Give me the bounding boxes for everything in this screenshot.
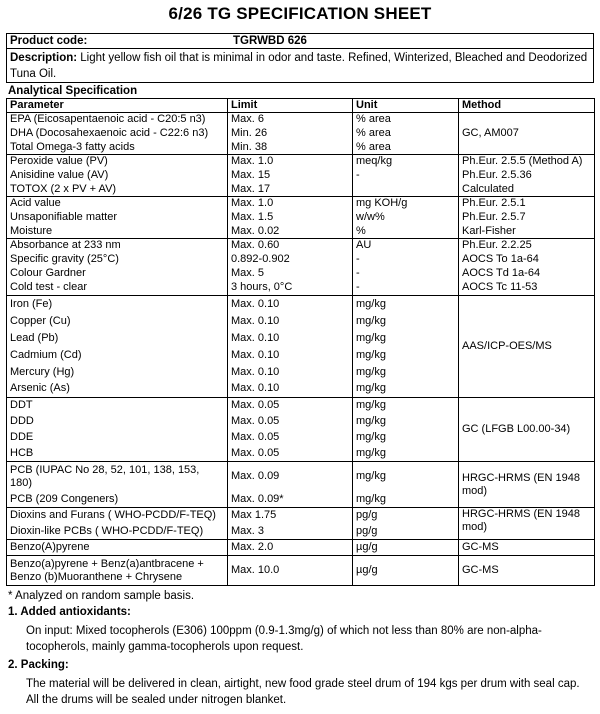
product-code-value: TGRWBD 626 (233, 35, 307, 47)
row-parameter: Dioxin-like PCBs ( WHO-PCDD/F-TEQ) (7, 524, 228, 540)
table-row (7, 239, 595, 253)
table-row (7, 155, 595, 169)
row-method: Ph.Eur. 2.5.5 (Method A) (459, 155, 595, 169)
row-limit: 3 hours, 0°C (228, 281, 353, 296)
row-limit: Min. 26 (228, 127, 353, 141)
row-unit: mg/kg (353, 381, 459, 398)
row-method: GC-MS (459, 540, 595, 556)
row-limit: Max. 0.05 (228, 414, 353, 430)
packing-heading: 2. Packing: (8, 659, 69, 671)
row-unit (353, 183, 459, 197)
row-parameter: DDD (7, 414, 228, 430)
row-limit: Max. 2.0 (228, 540, 353, 556)
row-limit: Max. 5 (228, 267, 353, 281)
antioxidants-heading: 1. Added antioxidants: (8, 606, 131, 618)
table-row (7, 197, 595, 211)
row-parameter: Absorbance at 233 nm (7, 239, 228, 253)
row-parameter: Iron (Fe) (7, 296, 228, 313)
row-limit: Max. 17 (228, 183, 353, 197)
row-unit: % (353, 225, 459, 239)
product-code-box (6, 33, 594, 49)
row-limit: Max. 15 (228, 169, 353, 183)
row-unit: meq/kg (353, 155, 459, 169)
row-method: Ph.Eur. 2.5.36 (459, 169, 595, 183)
row-unit: mg/kg (353, 296, 459, 313)
row-limit: Max. 10.0 (228, 556, 353, 586)
row-method: GC-MS (459, 556, 595, 586)
row-limit: Max. 3 (228, 524, 353, 540)
row-unit: mg/kg (353, 492, 459, 508)
row-limit: Max. 0.09 (228, 462, 353, 492)
row-unit: - (353, 169, 459, 183)
row-parameter: Peroxide value (PV) (7, 155, 228, 169)
row-limit: Max. 1.0 (228, 197, 353, 211)
header-unit: Unit (353, 99, 459, 113)
spec-table (6, 98, 595, 586)
row-parameter: Anisidine value (AV) (7, 169, 228, 183)
table-row (7, 296, 595, 313)
table-row (7, 281, 595, 296)
row-limit: Max. 0.02 (228, 225, 353, 239)
row-limit: Max. 0.10 (228, 347, 353, 364)
row-unit: pg/g (353, 508, 459, 524)
row-limit: Max 1.75 (228, 508, 353, 524)
row-parameter: DDE (7, 430, 228, 446)
method-gc-am007: GC, AM007 (459, 113, 595, 155)
row-unit: mg/kg (353, 398, 459, 414)
row-parameter: Benzo(a)pyrene + Benz(a)antbracene + Benzo (b)Muoranthene + Chrysene (7, 556, 228, 586)
table-header-row (7, 99, 595, 113)
row-limit: Max. 0.05 (228, 398, 353, 414)
row-unit: µg/g (353, 540, 459, 556)
row-unit: mg/kg (353, 446, 459, 462)
row-parameter: PCB (209 Congeners) (7, 492, 228, 508)
row-unit: AU (353, 239, 459, 253)
table-row (7, 113, 595, 127)
method-dioxins: HRGC-HRMS (EN 1948 mod) (459, 508, 595, 540)
row-parameter: Colour Gardner (7, 267, 228, 281)
row-method: Ph.Eur. 2.2.25 (459, 239, 595, 253)
row-unit: mg/kg (353, 430, 459, 446)
row-limit: Max. 0.10 (228, 296, 353, 313)
row-unit: µg/g (353, 556, 459, 586)
row-limit: Max. 1.5 (228, 211, 353, 225)
row-limit: Max. 1.0 (228, 155, 353, 169)
row-unit: - (353, 253, 459, 267)
antioxidants-text: On input: Mixed tocopherols (E306) 100ppm (0.9-1.3mg/g) of which not less than 80% are non-alpha-tocopherols, mainly gamma-tocopherols upon request. (26, 625, 542, 653)
table-row (7, 253, 595, 267)
table-row (7, 540, 595, 556)
table-row (7, 462, 595, 492)
method-metals: AAS/ICP-OES/MS (459, 296, 595, 398)
row-unit: mg/kg (353, 462, 459, 492)
row-parameter: Lead (Pb) (7, 330, 228, 347)
footnote: * Analyzed on random sample basis. (8, 590, 195, 602)
method-pcb: HRGC-HRMS (EN 1948 mod) (459, 462, 595, 508)
row-limit: Max. 0.60 (228, 239, 353, 253)
row-unit: mg/kg (353, 330, 459, 347)
page-title: 6/26 TG SPECIFICATION SHEET (168, 4, 432, 23)
description-box (6, 48, 594, 83)
row-method: Calculated (459, 183, 595, 197)
row-method: AOCS Td 1a-64 (459, 267, 595, 281)
row-parameter: Moisture (7, 225, 228, 239)
row-parameter: HCB (7, 446, 228, 462)
packing-text: The material will be delivered in clean, airtight, new food grade steel drum of 194 kgs per drum with seal cap. All the drums will be sealed under nitrogen blanket. (26, 678, 580, 706)
table-row (7, 211, 595, 225)
row-parameter: Benzo(A)pyrene (7, 540, 228, 556)
row-parameter: PCB (IUPAC No 28, 52, 101, 138, 153, 180) (7, 462, 228, 492)
row-unit: % area (353, 141, 459, 155)
table-row (7, 225, 595, 239)
header-method: Method (459, 99, 595, 113)
row-unit: % area (353, 127, 459, 141)
row-unit: - (353, 281, 459, 296)
header-parameter: Parameter (7, 99, 228, 113)
row-parameter: Cold test - clear (7, 281, 228, 296)
row-limit: Max. 0.10 (228, 381, 353, 398)
row-limit: Max. 0.09* (228, 492, 353, 508)
row-unit: % area (353, 113, 459, 127)
row-parameter: Mercury (Hg) (7, 364, 228, 381)
row-parameter: TOTOX (2 x PV + AV) (7, 183, 228, 197)
row-parameter: EPA (Eicosapentaenoic acid - C20:5 n3) (7, 113, 228, 127)
row-parameter: Unsaponifiable matter (7, 211, 228, 225)
row-limit: 0.892-0.902 (228, 253, 353, 267)
table-row (7, 183, 595, 197)
row-unit: mg/kg (353, 364, 459, 381)
analytical-spec-title: Analytical Specification (8, 85, 138, 97)
row-method: AOCS To 1a-64 (459, 253, 595, 267)
row-limit: Max. 0.05 (228, 446, 353, 462)
row-unit: mg/kg (353, 414, 459, 430)
row-unit: w/w% (353, 211, 459, 225)
row-unit: - (353, 267, 459, 281)
row-parameter: DHA (Docosahexaenoic acid - C22:6 n3) (7, 127, 228, 141)
row-method: Ph.Eur. 2.5.7 (459, 211, 595, 225)
table-row (7, 398, 595, 414)
table-row (7, 267, 595, 281)
row-parameter: Cadmium (Cd) (7, 347, 228, 364)
row-parameter: Arsenic (As) (7, 381, 228, 398)
method-pesticides: GC (LFGB L00.00-34) (459, 398, 595, 462)
row-parameter: Copper (Cu) (7, 313, 228, 330)
row-limit: Min. 38 (228, 141, 353, 155)
row-method: Ph.Eur. 2.5.1 (459, 197, 595, 211)
row-parameter: Specific gravity (25°C) (7, 253, 228, 267)
row-parameter: Acid value (7, 197, 228, 211)
row-unit: mg/kg (353, 313, 459, 330)
table-row (7, 508, 595, 524)
description-text: Light yellow fish oil that is minimal in odor and taste. Refined, Winterized, Bleached and Deodorized Tuna Oil. (10, 52, 588, 80)
row-method: Karl-Fisher (459, 225, 595, 239)
row-parameter: Total Omega-3 fatty acids (7, 141, 228, 155)
row-parameter: Dioxins and Furans ( WHO-PCDD/F-TEQ) (7, 508, 228, 524)
row-method: AOCS Tc 11-53 (459, 281, 595, 296)
row-unit: pg/g (353, 524, 459, 540)
row-limit: Max. 0.05 (228, 430, 353, 446)
row-unit: mg/kg (353, 347, 459, 364)
row-limit: Max. 6 (228, 113, 353, 127)
row-limit: Max. 0.10 (228, 313, 353, 330)
row-unit: mg KOH/g (353, 197, 459, 211)
product-code-label: Product code: (10, 35, 88, 47)
description-label: Description: (10, 52, 78, 64)
table-row (7, 169, 595, 183)
row-limit: Max. 0.10 (228, 330, 353, 347)
row-limit: Max. 0.10 (228, 364, 353, 381)
header-limit: Limit (228, 99, 353, 113)
row-parameter: DDT (7, 398, 228, 414)
table-row (7, 556, 595, 586)
